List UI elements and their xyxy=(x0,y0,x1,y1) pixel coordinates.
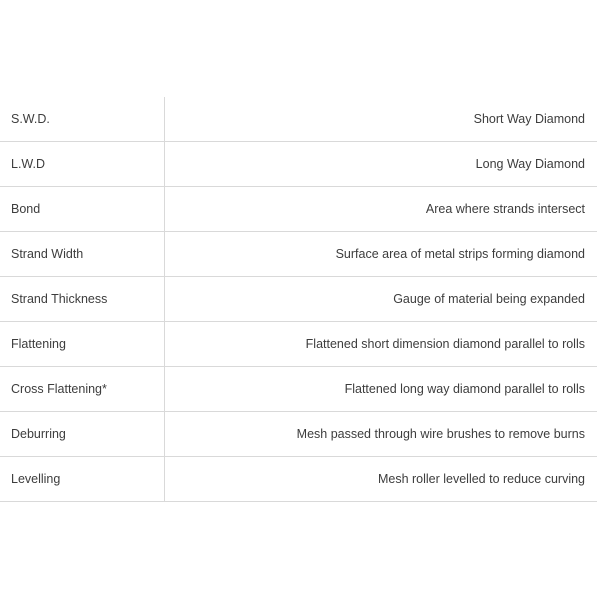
term-cell: Cross Flattening* xyxy=(0,367,165,411)
definition-cell: Flattened short dimension diamond parallel to rolls xyxy=(305,337,585,351)
term-cell: S.W.D. xyxy=(0,97,165,141)
term-cell: L.W.D xyxy=(0,142,165,186)
definition-cell: Flattened long way diamond parallel to rolls xyxy=(344,382,585,396)
term-cell: Bond xyxy=(0,187,165,231)
table-row xyxy=(0,142,597,187)
table-row xyxy=(0,412,597,457)
table-row xyxy=(0,322,597,367)
definition-cell: Mesh passed through wire brushes to remove burns xyxy=(296,427,585,441)
table-row xyxy=(0,457,597,502)
table-row xyxy=(0,97,597,142)
definition-cell: Mesh roller levelled to reduce curving xyxy=(377,472,585,486)
definition-cell: Gauge of material being expanded xyxy=(393,292,585,306)
term-cell: Strand Thickness xyxy=(0,277,165,321)
term-cell: Flattening xyxy=(0,322,165,366)
definition-cell: Short Way Diamond xyxy=(473,112,585,126)
definition-cell: Surface area of metal strips forming diamond xyxy=(335,247,585,261)
term-cell: Levelling xyxy=(0,457,165,501)
term-cell: Strand Width xyxy=(0,232,165,276)
definition-cell: Long Way Diamond xyxy=(475,157,585,171)
term-cell: Deburring xyxy=(0,412,165,456)
table-row xyxy=(0,232,597,277)
glossary-table xyxy=(0,97,597,502)
table-row xyxy=(0,277,597,322)
definition-cell: Area where strands intersect xyxy=(425,202,585,216)
table-row xyxy=(0,187,597,232)
table-row xyxy=(0,367,597,412)
